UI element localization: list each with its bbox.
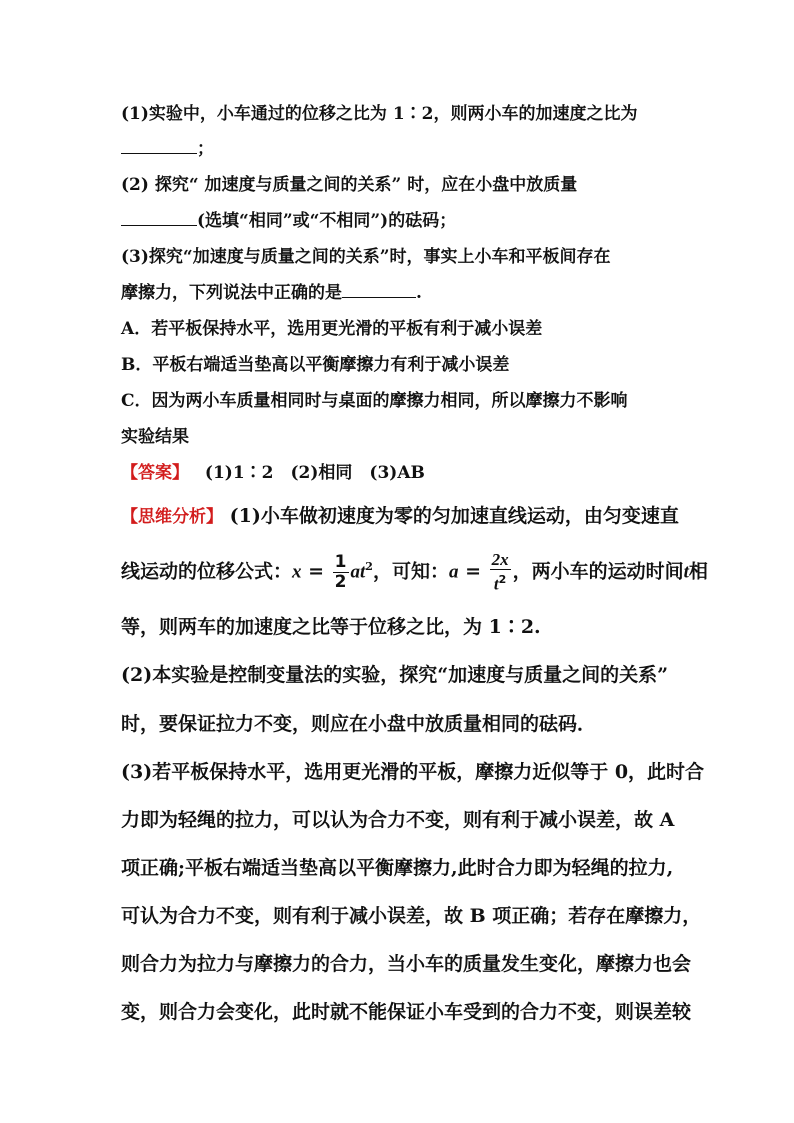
question-3-text-2: 摩擦力，下列说法中正确的是 bbox=[121, 283, 342, 303]
analysis-text-2a: 线运动的位移公式： bbox=[121, 560, 293, 583]
question-2-line bbox=[121, 170, 577, 195]
analysis-text-2c: ，两小车的运动时间 bbox=[512, 560, 684, 583]
var-a: a bbox=[448, 561, 459, 583]
question-3-answer-line bbox=[121, 278, 422, 303]
analysis-line-2 bbox=[121, 550, 708, 595]
option-a: A．若平板保持水平，选用更光滑的平板有利于减小误差 bbox=[121, 319, 543, 339]
answer-text: (1)1∶2 (2)相同 (3)AB bbox=[204, 463, 425, 483]
question-3-end: . bbox=[416, 283, 422, 303]
analysis-text-1: (1)小车做初速度为零的匀加速直线运动，由匀变速直 bbox=[223, 505, 679, 527]
analysis-line-5: 时，要保证拉力不变，则应在小盘中放质量相同的砝码． bbox=[121, 713, 597, 735]
analysis-line-6: (3)若平板保持水平，选用更光滑的平板，摩擦力近似等于 0，此时合 bbox=[121, 761, 705, 783]
answer-line bbox=[121, 458, 425, 483]
fraction-one-half bbox=[333, 553, 349, 592]
fraction-2-numerator: 2x bbox=[491, 550, 509, 569]
option-c: C．因为两小车质量相同时与桌面的摩擦力相同，所以摩擦力不影响 bbox=[121, 391, 628, 411]
analysis-line-10: 则合力为拉力与摩擦力的合力，当小车的质量发生变化，摩擦力也会 bbox=[121, 953, 692, 975]
question-1-answer-line bbox=[121, 134, 214, 159]
answer-label: 【答案】 bbox=[121, 463, 189, 483]
var-t: t bbox=[683, 561, 689, 583]
fraction-2x-over-t2 bbox=[490, 550, 511, 595]
analysis-line-9: 可认为合力不变，则有利于减小误差，故 B 项正确；若存在摩擦力， bbox=[121, 905, 702, 927]
analysis-text-2d: 相 bbox=[688, 560, 708, 583]
term-at: at bbox=[350, 561, 366, 583]
exponent-2: 2 bbox=[365, 560, 373, 573]
question-2-hint: (选填“相同”或“不相同”)的砝码； bbox=[197, 211, 457, 231]
fraction-1-numerator: 1 bbox=[334, 551, 347, 572]
analysis-line-3: 等，则两车的加速度之比等于位移之比，为 1∶2. bbox=[121, 616, 541, 638]
equals-sign: = bbox=[301, 560, 331, 583]
question-1-text: (1)实验中，小车通过的位移之比为 1∶2，则两小车的加速度之比为 bbox=[121, 104, 638, 124]
var-x: x bbox=[292, 561, 302, 583]
exponent-2-denominator: 2 bbox=[498, 573, 507, 586]
question-3-text: (3)探究“加速度与质量之间的关系”时，事实上小车和平板间存在 bbox=[121, 247, 611, 267]
equals-sign-2: = bbox=[458, 560, 488, 583]
var-t-denominator: t bbox=[493, 574, 499, 594]
answer-blank-2 bbox=[121, 207, 197, 226]
answer-blank-3 bbox=[342, 279, 416, 298]
question-3-line bbox=[121, 242, 610, 267]
analysis-line-1 bbox=[121, 501, 679, 528]
option-c-continued: 实验结果 bbox=[121, 427, 189, 447]
question-2-text: (2) 探究“ 加速度与质量之间的关系” 时，应在小盘中放质量 bbox=[121, 175, 578, 195]
question-1-end: ； bbox=[197, 139, 214, 159]
analysis-line-11: 变，则合力会变化，此时就不能保证小车受到的合力不变，则误差较 bbox=[121, 1001, 692, 1023]
answer-blank-1 bbox=[121, 135, 197, 154]
analysis-text-2b: ，可知： bbox=[372, 560, 449, 583]
option-b: B．平板右端适当垫高以平衡摩擦力有利于减小误差 bbox=[121, 355, 510, 375]
analysis-line-4: (2)本实验是控制变量法的实验，探究“加速度与质量之间的关系” bbox=[121, 664, 669, 686]
analysis-line-8: 项正确;平板右端适当垫高以平衡摩擦力,此时合力即为轻绳的拉力, bbox=[121, 857, 674, 879]
analysis-line-7: 力即为轻绳的拉力，可以认为合力不变，则有利于减小误差，故 A bbox=[121, 809, 675, 831]
question-1-line bbox=[121, 99, 638, 124]
fraction-1-denominator: 2 bbox=[334, 571, 347, 592]
fraction-2-denominator bbox=[490, 570, 511, 595]
analysis-label: 【思维分析】 bbox=[121, 507, 223, 527]
question-2-answer-line bbox=[121, 206, 456, 231]
